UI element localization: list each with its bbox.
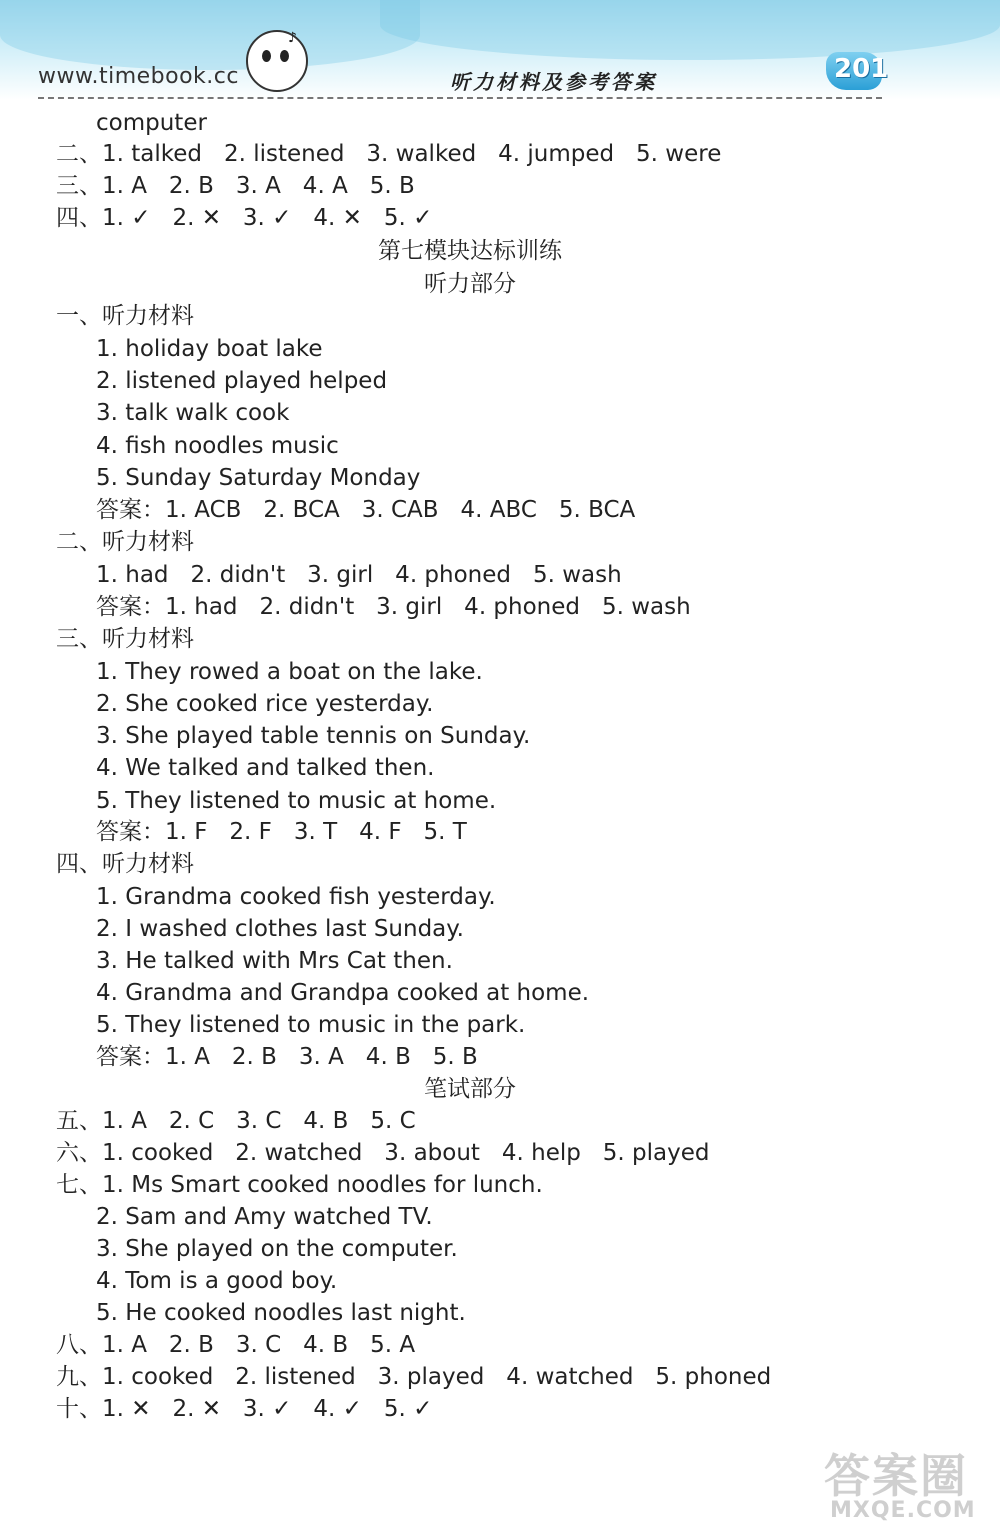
text-line: 2. She cooked rice yesterday. bbox=[96, 691, 434, 717]
text-line: 一、听力材料 bbox=[56, 303, 194, 329]
text-line: 1. Grandma cooked fish yesterday. bbox=[96, 884, 496, 910]
header-title: 听力材料及参考答案 bbox=[450, 70, 657, 94]
text-line: 五、1. A 2. C 3. C 4. B 5. C bbox=[56, 1108, 416, 1134]
watermark-logo bbox=[820, 1440, 995, 1525]
text-line: 3. She played on the computer. bbox=[96, 1236, 458, 1262]
text-line: 答案：1. A 2. B 3. A 4. B 5. B bbox=[96, 1044, 478, 1070]
text-line: 5. They listened to music in the park. bbox=[96, 1012, 526, 1038]
text-line: 二、1. talked 2. listened 3. walked 4. jumped 5. were bbox=[56, 141, 722, 167]
text-line: 3. She played table tennis on Sunday. bbox=[96, 723, 531, 749]
text-line: 2. listened played helped bbox=[96, 368, 388, 394]
text-line: 3. He talked with Mrs Cat then. bbox=[96, 948, 453, 974]
text-line: 4. Grandma and Grandpa cooked at home. bbox=[96, 980, 590, 1006]
text-line: 1. holiday boat lake bbox=[96, 336, 323, 362]
watermark-domain: MXQE.COM bbox=[830, 1498, 976, 1523]
text-line: 4. fish noodles music bbox=[96, 433, 339, 459]
text-line: 3. talk walk cook bbox=[96, 400, 290, 426]
site-url: www.timebook.cc bbox=[38, 64, 239, 89]
text-line: 十、1. ✕ 2. ✕ 3. ✓ 4. ✓ 5. ✓ bbox=[56, 1396, 433, 1422]
header-divider bbox=[38, 97, 882, 99]
text-line: 七、1. Ms Smart cooked noodles for lunch. bbox=[56, 1172, 543, 1198]
text-line: 1. They rowed a boat on the lake. bbox=[96, 659, 483, 685]
text-line: 六、1. cooked 2. watched 3. about 4. help 5. played bbox=[56, 1140, 710, 1166]
text-line: 5. They listened to music at home. bbox=[96, 788, 497, 814]
section-title: 第七模块达标训练 bbox=[378, 238, 562, 264]
panda-music-icon: ♪ bbox=[246, 30, 308, 92]
text-line: 八、1. A 2. B 3. C 4. B 5. A bbox=[56, 1332, 416, 1358]
text-line: 5. Sunday Saturday Monday bbox=[96, 465, 421, 491]
text-line: 答案：1. had 2. didn't 3. girl 4. phoned 5. wash bbox=[96, 594, 691, 620]
text-line: 1. had 2. didn't 3. girl 4. phoned 5. wash bbox=[96, 562, 622, 588]
text-line: 二、听力材料 bbox=[56, 529, 194, 555]
text-line: 答案：1. ACB 2. BCA 3. CAB 4. ABC 5. BCA bbox=[96, 497, 636, 523]
text-line: 四、1. ✓ 2. ✕ 3. ✓ 4. ✕ 5. ✓ bbox=[56, 205, 433, 231]
text-line: 4. Tom is a good boy. bbox=[96, 1268, 338, 1294]
section-subtitle: 笔试部分 bbox=[424, 1076, 516, 1102]
text-line: 三、听力材料 bbox=[56, 626, 194, 652]
text-line: 答案：1. F 2. F 3. T 4. F 5. T bbox=[96, 819, 467, 845]
text-line: computer bbox=[96, 110, 207, 136]
text-line: 5. He cooked noodles last night. bbox=[96, 1300, 466, 1326]
text-line: 2. Sam and Amy watched TV. bbox=[96, 1204, 433, 1230]
text-line: 4. We talked and talked then. bbox=[96, 755, 435, 781]
page-number: 201 bbox=[834, 54, 889, 84]
watermark-text: 答案圈 bbox=[824, 1449, 968, 1503]
header-wave bbox=[0, 0, 420, 70]
text-line: 三、1. A 2. B 3. A 4. A 5. B bbox=[56, 173, 415, 199]
text-line: 九、1. cooked 2. listened 3. played 4. watched 5. phoned bbox=[56, 1364, 772, 1390]
text-line: 2. I washed clothes last Sunday. bbox=[96, 916, 464, 942]
text-line: 四、听力材料 bbox=[56, 851, 194, 877]
section-subtitle: 听力部分 bbox=[424, 271, 516, 297]
